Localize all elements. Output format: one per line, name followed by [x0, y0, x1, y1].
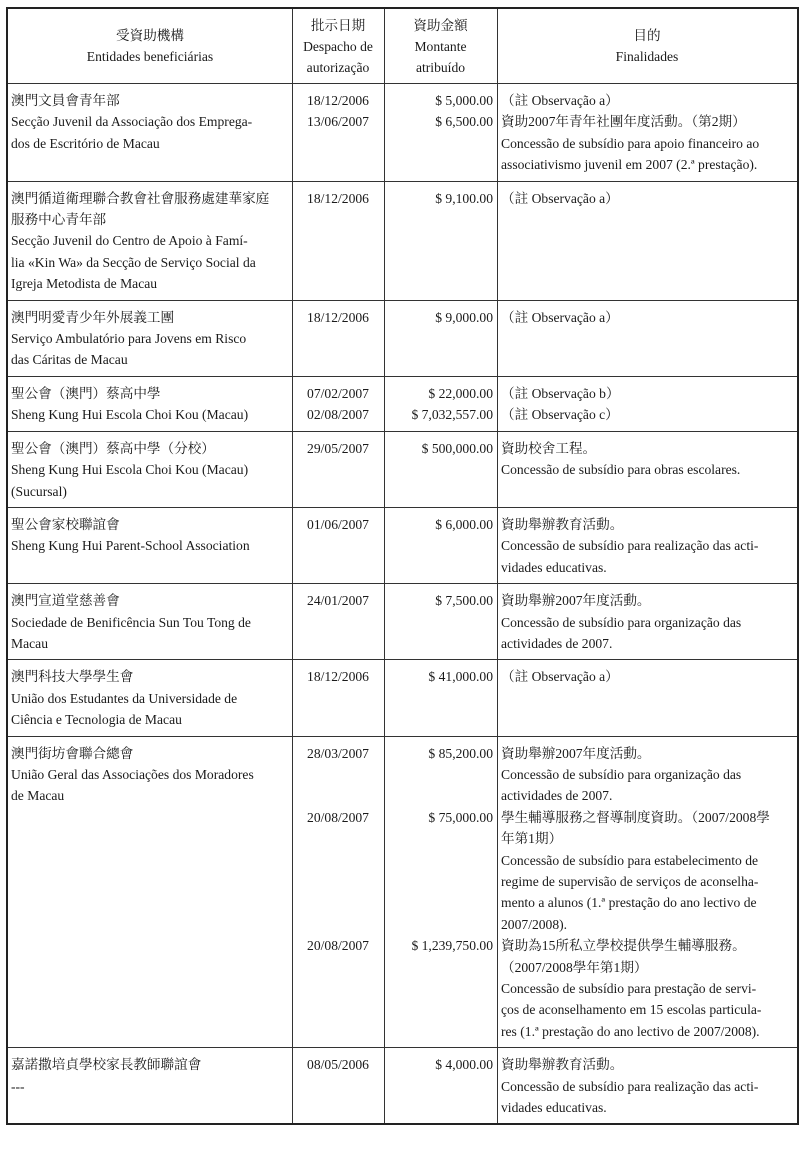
authorization-date: 02/08/2007 [307, 407, 369, 423]
column-divider [292, 9, 293, 1123]
purpose-line: ços de aconselhamento em 15 escolas particula- [501, 1002, 762, 1018]
grant-entry [292, 807, 797, 935]
purpose-line: actividades de 2007. [501, 635, 613, 651]
purpose-line: 資助舉辦教育活動。 [501, 1057, 624, 1073]
purpose-line: （2007/2008學年第1期） [501, 959, 648, 975]
purpose-line: 資助2007年青年社團年度活動。（第2期） [501, 114, 746, 130]
entity-line: Ciência e Tecnologia de Macau [11, 712, 182, 728]
entity-line: 服務中心青年部 [11, 212, 107, 228]
entity-line: Sheng Kung Hui Escola Choi Kou (Macau) [11, 407, 249, 423]
entity-line: 嘉諾撒培貞學校家長教師聯誼會 [11, 1057, 202, 1073]
column-divider [497, 9, 498, 1123]
authorization-date: 18/12/2006 [307, 93, 369, 108]
purpose-line: regime de supervisão de serviços de aconselha- [501, 874, 759, 889]
table-row [8, 182, 797, 301]
entity-line: 澳門科技大學學生會 [11, 669, 134, 685]
grant-amount: $ 6,000.00 [435, 516, 493, 532]
entity-cell [8, 383, 292, 426]
purpose-cell [497, 743, 797, 807]
table-row [8, 660, 797, 736]
entity-line: Sheng Kung Hui Escola Choi Kou (Macau) [11, 462, 249, 478]
grant-entry [292, 90, 797, 111]
entity-line: União dos Estudantes da Universidade de [11, 690, 238, 706]
grant-amount: $ 7,032,557.00 [411, 407, 493, 423]
entity-line: Secção Juvenil da Associação dos Emprega- [11, 114, 253, 130]
purpose-cell [497, 111, 797, 175]
grant-amount: $ 7,500.00 [435, 593, 493, 609]
purpose-line: （註 Observação a） [501, 93, 619, 108]
purpose-line: actividades de 2007. [501, 788, 613, 804]
entity-cell [8, 438, 292, 502]
entity-cell [8, 666, 292, 730]
entity-line: --- [11, 1078, 25, 1094]
authorization-date: 01/06/2007 [307, 516, 369, 532]
purpose-line: associativismo juvenil em 2007 (2.ª prestação). [501, 157, 758, 173]
entity-line: 聖公會（澳門）蔡高中學（分校） [11, 440, 215, 456]
entity-line: Secção Juvenil do Centro de Apoio à Famí- [11, 233, 248, 249]
authorization-date: 18/12/2006 [307, 669, 369, 685]
grant-entry [292, 935, 797, 1042]
entity-line: 澳門循道衛理聯合教會社會服務處建華家庭 [11, 190, 270, 206]
entries-cell [292, 90, 797, 176]
grant-amount: $ 41,000.00 [428, 669, 493, 685]
header-amount-zh: 資助金額 [413, 17, 468, 33]
grant-entry [292, 404, 797, 425]
table-header [8, 9, 797, 84]
header-date-pt-2: autorização [306, 59, 370, 75]
purpose-line: （註 Observação a） [501, 669, 619, 685]
grant-amount: $ 1,239,750.00 [411, 938, 493, 954]
entity-cell [8, 743, 292, 1043]
purpose-cell [497, 1054, 797, 1118]
entries-cell [292, 514, 797, 578]
table-row [8, 84, 797, 182]
grant-entry [292, 188, 797, 209]
purpose-line: 年第1期） [501, 831, 563, 847]
grant-entry [292, 514, 797, 578]
grant-entry [292, 307, 797, 328]
authorization-date: 20/08/2007 [307, 809, 369, 825]
grant-entry [292, 1054, 797, 1118]
purpose-line: Concessão de subsídio para realização das acti- [501, 1078, 759, 1094]
entries-cell [292, 383, 797, 426]
purpose-line: （註 Observação a） [501, 190, 619, 206]
header-date [292, 9, 384, 83]
entity-line: União Geral das Associações dos Moradores [11, 766, 254, 782]
entity-line: 澳門街坊會聯合總會 [11, 745, 134, 761]
header-entity-zh: 受資助機構 [116, 28, 184, 43]
entries-cell [292, 666, 797, 730]
purpose-line: Concessão de subsídio para apoio financeiro ao [501, 135, 760, 151]
purpose-cell [497, 514, 797, 578]
purpose-cell [497, 590, 797, 654]
grant-entry [292, 666, 797, 687]
purpose-line: 資助為15所私立學校提供學生輔導服務。 [501, 938, 746, 954]
entries-cell [292, 307, 797, 371]
purpose-line: vidades educativas. [501, 559, 607, 575]
entity-line: 澳門宣道堂慈善會 [11, 593, 120, 609]
authorization-date: 18/12/2006 [307, 190, 369, 206]
authorization-date: 13/06/2007 [307, 114, 369, 130]
purpose-line: Concessão de subsídio para obras escolares. [501, 462, 741, 478]
authorization-date: 08/05/2006 [307, 1057, 369, 1073]
entity-line: dos de Escritório de Macau [11, 135, 160, 151]
entity-cell [8, 590, 292, 654]
entity-line: 聖公會家校聯誼會 [11, 516, 120, 532]
table-row [8, 432, 797, 508]
table-body [8, 84, 797, 1123]
entries-cell [292, 743, 797, 1043]
purpose-cell [497, 404, 797, 425]
purpose-line: 2007/2008). [501, 916, 568, 932]
purpose-cell [497, 188, 797, 209]
entity-line: Serviço Ambulatório para Jovens em Risco [11, 331, 247, 347]
table-row [8, 584, 797, 660]
purpose-line: 學生輔導服務之督導制度資助。（2007/2008學 [501, 809, 770, 825]
table-row [8, 1048, 797, 1123]
entries-cell [292, 188, 797, 295]
grant-amount: $ 9,000.00 [435, 309, 493, 325]
table-row [8, 377, 797, 432]
purpose-cell [497, 935, 797, 1042]
purpose-cell [497, 807, 797, 935]
subsidy-table [6, 7, 799, 1125]
entity-cell [8, 514, 292, 578]
purpose-line: 資助舉辦2007年度活動。 [501, 745, 651, 761]
entries-cell [292, 590, 797, 654]
header-date-pt-1: Despacho de [303, 38, 373, 54]
entity-line: Macau [11, 635, 48, 651]
entity-line: 聖公會（澳門）蔡高中學 [11, 385, 161, 401]
purpose-line: 資助舉辦教育活動。 [501, 516, 624, 532]
entries-cell [292, 1054, 797, 1118]
entity-cell [8, 90, 292, 176]
purpose-line: （註 Observação a） [501, 309, 619, 325]
entity-line: Sheng Kung Hui Parent-School Association [11, 538, 250, 554]
grant-amount: $ 9,100.00 [435, 190, 493, 206]
header-purpose-pt: Finalidades [615, 49, 679, 64]
authorization-date: 29/05/2007 [307, 440, 369, 456]
authorization-date: 24/01/2007 [307, 593, 369, 609]
header-purpose-zh: 目的 [633, 28, 661, 43]
purpose-line: （註 Observação b） [501, 385, 620, 401]
purpose-line: Concessão de subsídio para organização das [501, 766, 742, 782]
table-row [8, 301, 797, 377]
table-row [8, 508, 797, 584]
grant-entry [292, 743, 797, 807]
purpose-line: 資助舉辦2007年度活動。 [501, 593, 651, 609]
entity-cell [8, 1054, 292, 1118]
grant-entry [292, 383, 797, 404]
entity-line: 澳門文員會青年部 [11, 93, 120, 108]
grant-amount: $ 85,200.00 [428, 745, 493, 761]
purpose-cell [497, 666, 797, 687]
authorization-date: 07/02/2007 [307, 385, 369, 401]
entity-line: Sociedade de Benificência Sun Tou Tong de [11, 614, 251, 630]
entries-cell [292, 438, 797, 502]
entity-line: lia «Kin Wa» da Secção de Serviço Social da [11, 254, 256, 270]
purpose-cell [497, 438, 797, 481]
header-entity-pt: Entidades beneficiárias [86, 49, 214, 64]
entity-line: das Cáritas de Macau [11, 352, 128, 368]
entity-line: 澳門明愛青少年外展義工團 [11, 309, 175, 325]
purpose-line: res (1.ª prestação do ano lectivo de 2007/2008). [501, 1023, 760, 1039]
authorization-date: 20/08/2007 [307, 938, 369, 954]
grant-entry [292, 438, 797, 481]
purpose-line: mento a alunos (1.ª prestação do ano lectivo de [501, 895, 757, 911]
grant-entry [292, 590, 797, 654]
header-amount [384, 9, 497, 83]
grant-amount: $ 4,000.00 [435, 1057, 493, 1073]
purpose-line: Concessão de subsídio para prestação de servi- [501, 981, 757, 997]
grant-amount: $ 5,000.00 [435, 93, 493, 108]
entity-cell [8, 307, 292, 371]
entity-line: Igreja Metodista de Macau [11, 276, 158, 292]
authorization-date: 28/03/2007 [307, 745, 369, 761]
grant-amount: $ 22,000.00 [428, 385, 493, 401]
entity-line: de Macau [11, 788, 65, 804]
purpose-line: Concessão de subsídio para realização das acti- [501, 538, 759, 554]
grant-amount: $ 500,000.00 [421, 440, 493, 456]
purpose-line: Concessão de subsídio para estabelecimento de [501, 852, 759, 868]
table-row [8, 737, 797, 1049]
purpose-line: Concessão de subsídio para organização das [501, 614, 742, 630]
header-purpose [497, 9, 797, 83]
header-entity [8, 9, 292, 83]
purpose-line: （註 Observação c） [501, 407, 619, 423]
header-date-zh: 批示日期 [310, 17, 366, 33]
purpose-cell [497, 383, 797, 404]
grant-entry [292, 111, 797, 175]
purpose-line: 資助校舍工程。 [501, 440, 597, 456]
header-amount-pt-2: atribuído [415, 59, 466, 75]
header-amount-pt-1: Montante [414, 38, 467, 54]
entity-cell [8, 188, 292, 295]
grant-amount: $ 75,000.00 [428, 809, 493, 825]
authorization-date: 18/12/2006 [307, 309, 369, 325]
purpose-line: vidades educativas. [501, 1100, 607, 1116]
purpose-cell [497, 90, 797, 111]
purpose-cell [497, 307, 797, 328]
column-divider [384, 9, 385, 1123]
entity-line: (Sucursal) [11, 483, 67, 499]
grant-amount: $ 6,500.00 [435, 114, 493, 130]
